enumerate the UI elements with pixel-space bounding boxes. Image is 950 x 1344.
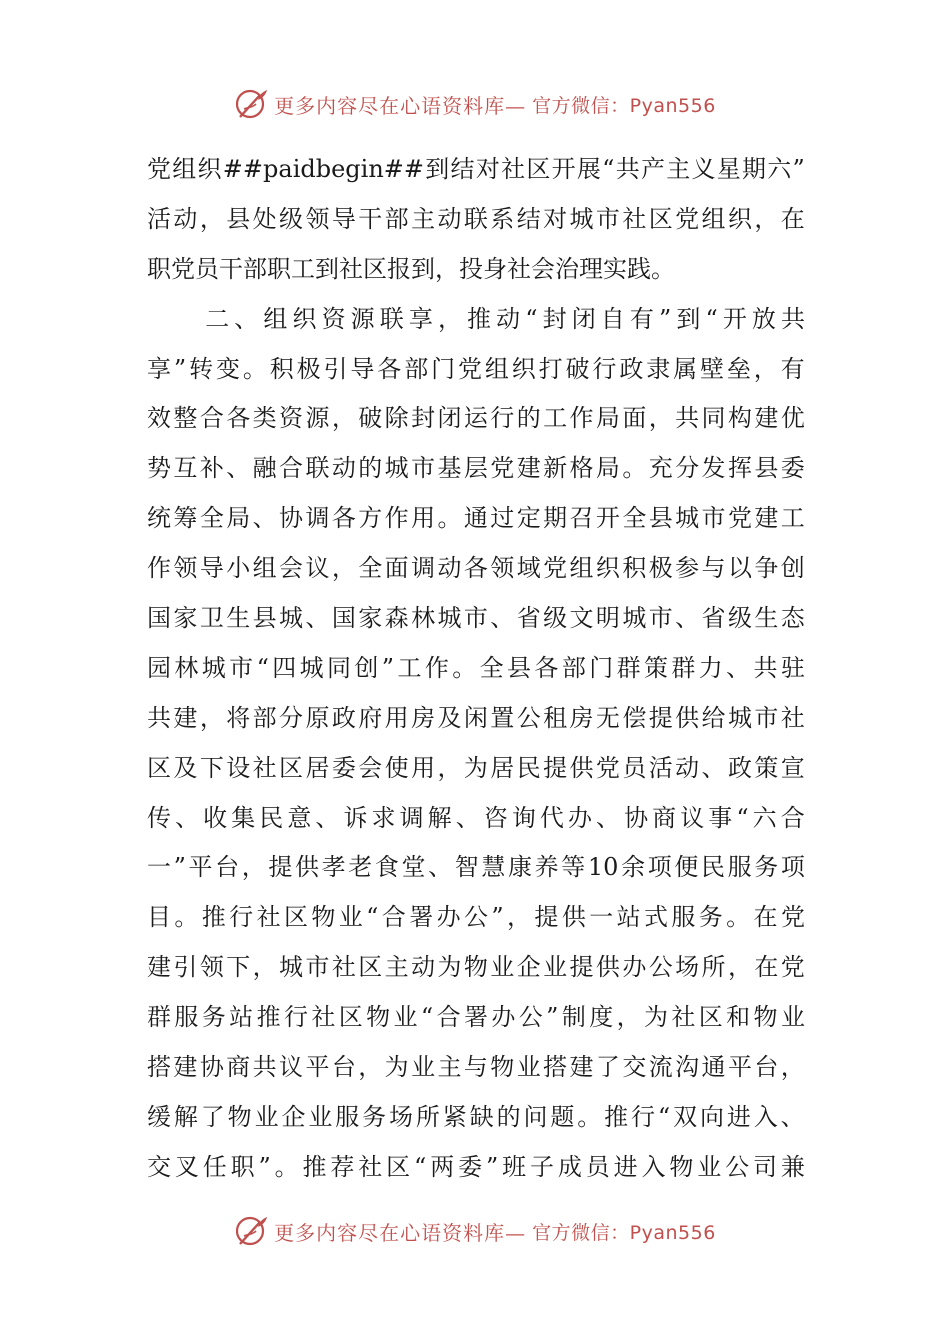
body-line: 建 引 领 下 ， 城 市 社 区 主 动 为 物 业 企 业 提 供 办 公 场 所 ， 在 党 [147, 953, 805, 982]
body-line: 势 互 补 、 融 合 联 动 的 城 市 基 层 党 建 新 格 局 。 充 分 发 挥 县 委 [147, 454, 805, 483]
body-line: 职 党 员 干 部 职 工 到 社 区 报 到 ， 投 身 社 会 治 理 实 践 。 [147, 254, 675, 283]
body-line: 活 动 ， 县 处 级 领 导 干 部 主 动 联 系 结 对 城 市 社 区 党 组 织 ， 在 [147, 204, 805, 233]
body-line: 缓 解 了 物 业 企 业 服 务 场 所 紧 缺 的 问 题 。 推 行 “ 双 向 进 入 、 [147, 1102, 805, 1131]
banner-contact: 官方微信：Pyan556 [532, 94, 716, 117]
body-line: 共 建 ， 将 部 分 原 政 府 用 房 及 闲 置 公 租 房 无 偿 提 供 给 城 市 社 [147, 703, 805, 732]
body-line: 效 整 合 各 类 资 源 ， 破 除 封 闭 运 行 的 工 作 局 面 ， 共 同 构 建 优 [147, 404, 805, 433]
banner-tagline: 更多内容尽在心语资料库— [274, 1220, 527, 1245]
quill-pen-logo-icon [234, 1214, 268, 1248]
body-line: 二 、 组 织 资 源 联 享 ， 推 动 “ 封 闭 自 有 ” 到 “ 开 放 共 [205, 304, 805, 333]
body-line: 党 组 织 ##paidbegin## 到 结 对 社 区 开 展 “ 共 产 主 义 星 期 六 ” [147, 155, 805, 183]
body-line: 区 及 下 设 社 区 居 委 会 使 用 ， 为 居 民 提 供 党 员 活 动 、 政 策 宣 [147, 753, 805, 782]
body-line: 群 服 务 站 推 行 社 区 物 业 “ 合 署 办 公 ” 制 度 ， 为 社 区 和 物 业 [147, 1003, 805, 1032]
body-line: 统 筹 全 局 、 协 调 各 方 作 用 。 通 过 定 期 召 开 全 县 城 市 党 建 工 [147, 504, 805, 533]
header-banner [0, 84, 950, 124]
body-line: 园 林 城 市 “ 四 城 同 创 ” 工 作 。 全 县 各 部 门 群 策 群 力 、 共 驻 [147, 653, 805, 682]
body-line: 搭 建 协 商 共 议 平 台 ， 为 业 主 与 物 业 搭 建 了 交 流 沟 通 平 台 ， [147, 1053, 805, 1082]
body-line: 国 家 卫 生 县 城 、 国 家 森 林 城 市 、 省 级 文 明 城 市 、 省 级 生 态 [147, 604, 805, 633]
body-line: 一 ” 平 台 ， 提 供 孝 老 食 堂 、 智 慧 康 养 等 10 余 项 便 民 服 务 项 [147, 853, 805, 882]
body-line: 传 、 收 集 民 意 、 诉 求 调 解 、 咨 询 代 办 、 协 商 议 事 “ 六 合 [147, 803, 805, 832]
body-line: 交 叉 任 职 ” 。 推 荐 社 区 “ 两 委 ” 班 子 成 员 进 入 物 业 公 司 兼 [147, 1152, 805, 1181]
document-body [147, 145, 805, 1193]
banner-contact: 官方微信：Pyan556 [532, 1221, 716, 1244]
quill-pen-logo-icon [234, 87, 268, 121]
body-line: 目 。 推 行 社 区 物 业 “ 合 署 办 公 ” ， 提 供 一 站 式 服 务 。 在 党 [147, 903, 805, 932]
body-line: 享 ” 转 变 。 积 极 引 导 各 部 门 党 组 织 打 破 行 政 隶 属 壁 垒 ， 有 [147, 354, 805, 383]
footer-banner [0, 1211, 950, 1251]
body-line: 作 领 导 小 组 会 议 ， 全 面 调 动 各 领 域 党 组 织 积 极 参 与 以 争 创 [147, 554, 805, 583]
banner-tagline: 更多内容尽在心语资料库— [274, 93, 527, 118]
